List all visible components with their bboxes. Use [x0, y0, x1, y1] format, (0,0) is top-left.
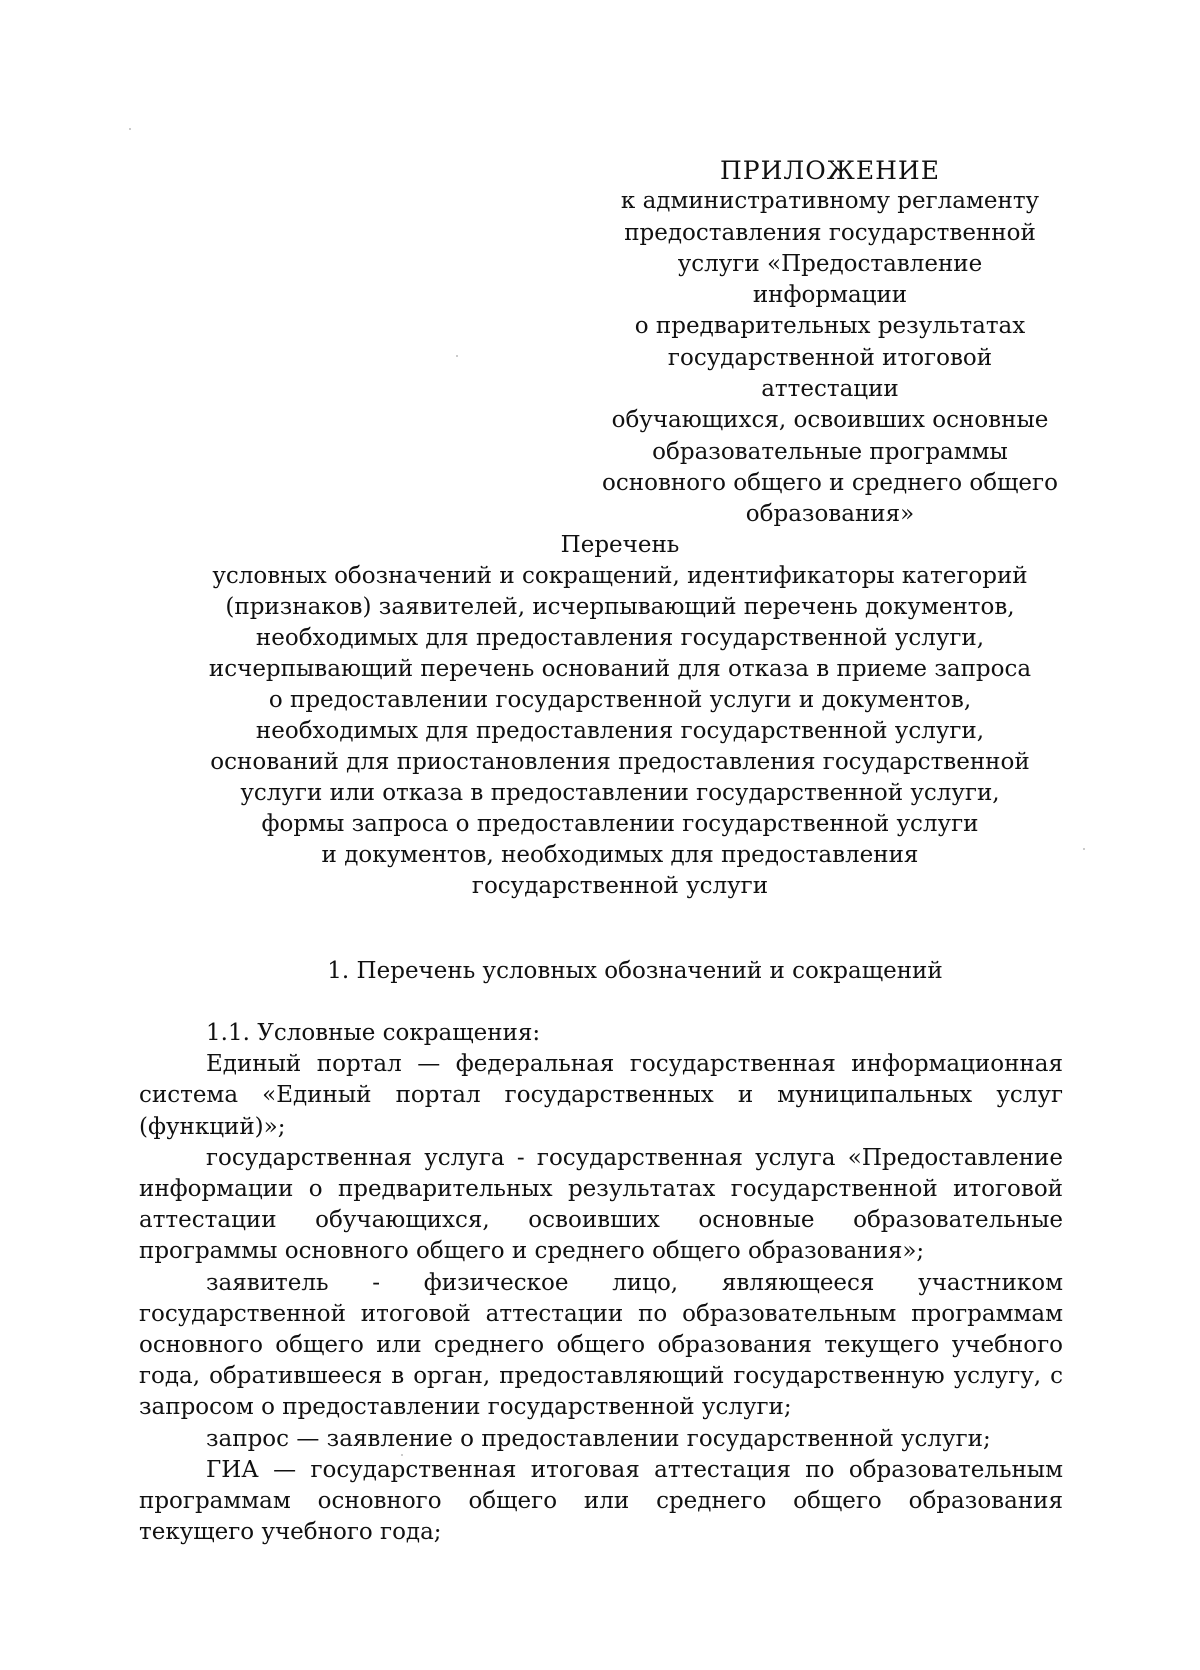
title-line: формы запроса о предоставлении государственной услуги: [261, 811, 979, 837]
title-line: о предоставлении государственной услуги и документов,: [268, 687, 972, 713]
scan-speck: [401, 1454, 403, 1456]
appendix-block: [600, 155, 1060, 531]
appendix-line: обучающихся, освоивших основные: [611, 407, 1049, 434]
appendix-heading: ПРИЛОЖЕНИЕ: [720, 156, 940, 185]
appendix-line: образовательные программы: [652, 438, 1008, 465]
paragraph-applicant: заявитель - физическое лицо, являющееся участником государственной итоговой аттестации по образовательным программам основного общего или среднего общего образования текущего учебного года, обратившееся в орган, предоставляющий государственную услугу, с запросом о предоставлении государственной услуги;: [139, 1269, 1063, 1421]
appendix-line: о предварительных результатах: [634, 313, 1026, 340]
paragraph-gia: ГИА — государственная итоговая аттестация по образовательным программам основного общего или среднего общего образования текущего учебного года;: [139, 1456, 1063, 1546]
title-line: услуги или отказа в предоставлении государственной услуги,: [240, 780, 1000, 806]
body-text: [139, 1018, 1063, 1548]
title-line: условных обозначений и сокращений, идентификаторы категорий: [212, 563, 1028, 589]
title-line: государственной услуги: [471, 873, 769, 899]
section-heading: 1. Перечень условных обозначений и сокращений: [327, 958, 943, 984]
title-line: необходимых для предоставления государственной услуги,: [255, 625, 985, 651]
scan-speck: [129, 128, 131, 130]
title-line: и документов, необходимых для предоставления: [321, 842, 919, 868]
appendix-line: государственной итоговой аттестации: [667, 344, 993, 403]
title-line: необходимых для предоставления государственной услуги,: [255, 718, 985, 744]
appendix-line: образования»: [745, 501, 915, 528]
appendix-line: к административному регламенту: [620, 188, 1040, 215]
title-line: (признаков) заявителей, исчерпывающий перечень документов,: [225, 594, 1015, 620]
paragraph-unified-portal: Единый портал — федеральная государственная информационная система «Единый портал государственных и муниципальных услуг (функций)»;: [139, 1051, 1063, 1140]
scan-speck: [1083, 848, 1085, 850]
appendix-line: услуги «Предоставление информации: [677, 250, 983, 309]
title-line: оснований для приостановления предоставления государственной: [210, 749, 1030, 775]
paragraph-state-service: государственная услуга - государственная услуга «Предоставление информации о предварительных результатах государственной итоговой аттестации обучающихся, освоивших основные образовательные программы основного общего и среднего общего образования»;: [139, 1144, 1063, 1265]
appendix-line: предоставления государственной: [624, 219, 1036, 246]
paragraph-request: запрос — заявление о предоставлении государственной услуги;: [206, 1425, 991, 1452]
title-heading: Перечень: [560, 532, 680, 558]
document-title: [200, 530, 1040, 902]
scan-speck: [456, 355, 458, 357]
appendix-line: основного общего и среднего общего: [602, 469, 1058, 496]
title-line: исчерпывающий перечень оснований для отказа в приеме запроса: [208, 656, 1032, 682]
paragraph-abbreviations: 1.1. Условные сокращения:: [206, 1020, 541, 1046]
